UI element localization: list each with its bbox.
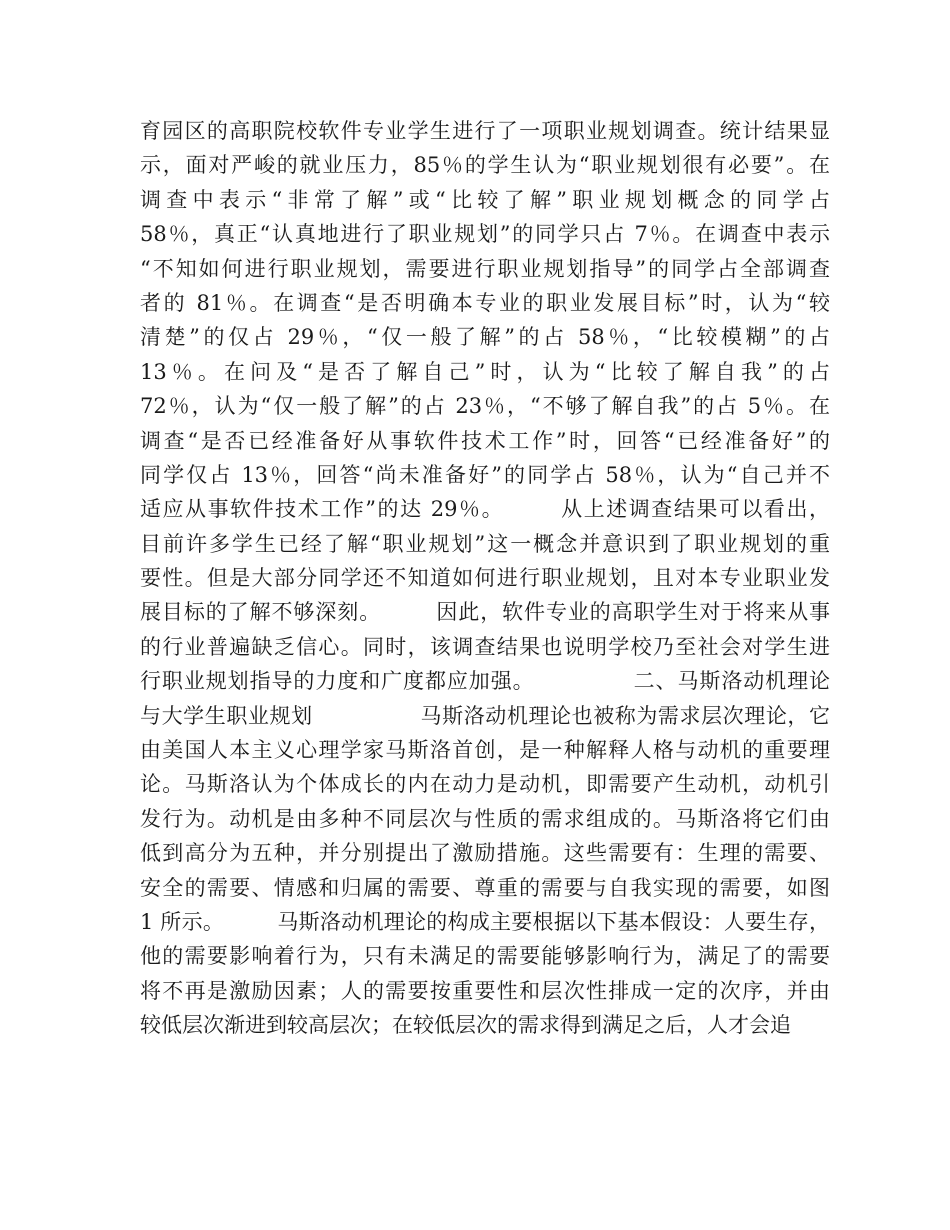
- text-line: 13％。在问及“是否了解自己”时，认为“比较了解自我”的占: [140, 359, 830, 384]
- text-line: 发行为。动机是由多种不同层次与性质的需求组成的。马斯洛将它们由: [140, 806, 830, 831]
- text-line: 由美国人本主义心理学家马斯洛首创，是一种解释人格与动机的重要理: [140, 738, 830, 763]
- text-line: 同学仅占 13％，回答“尚未准备好”的同学占 58％，认为“自己并不: [140, 462, 830, 487]
- text-line: 调查“是否已经准备好从事软件技术工作”时，回答“已经准备好”的: [140, 428, 830, 453]
- text-line: 适应从事软件技术工作”的达 29％。 从上述调查结果可以看出，: [140, 497, 830, 522]
- text-line: 72％，认为“仅一般了解”的占 23％，“不够了解自我”的占 5％。在: [140, 394, 830, 419]
- body-text: [140, 114, 830, 1043]
- text-line: 行职业规划指导的力度和广度都应加强。 二、马斯洛动机理论: [140, 669, 830, 694]
- text-line: 将不再是激励因素；人的需要按重要性和层次性排成一定的次序，并由: [140, 978, 830, 1003]
- text-line: 的行业普遍缺乏信心。同时，该调查结果也说明学校乃至社会对学生进: [140, 634, 830, 659]
- text-line: 者的 81％。在调查“是否明确本专业的职业发展目标”时，认为“较: [140, 290, 830, 315]
- text-line: 与大学生职业规划 马斯洛动机理论也被称为需求层次理论，它: [140, 703, 830, 728]
- text-line: 要性。但是大部分同学还不知道如何进行职业规划，且对本专业职业发: [140, 566, 830, 591]
- text-line: 育园区的高职院校软件专业学生进行了一项职业规划调查。统计结果显: [140, 119, 830, 143]
- text-line: 安全的需要、情感和归属的需要、尊重的需要与自我实现的需要，如图: [140, 875, 830, 900]
- text-line: “不知如何进行职业规划，需要进行职业规划指导”的同学占全部调查: [140, 256, 830, 281]
- text-line: 论。马斯洛认为个体成长的内在动力是动机，即需要产生动机，动机引: [140, 772, 830, 797]
- text-line: 目前许多学生已经了解“职业规划”这一概念并意识到了职业规划的重: [140, 531, 830, 556]
- text-line: 清楚”的仅占 29％，“仅一般了解”的占 58％，“比较模糊”的占: [140, 325, 830, 350]
- text-line: 调查中表示“非常了解”或“比较了解”职业规划概念的同学占: [140, 187, 830, 212]
- text-line: 展目标的了解不够深刻。 因此，软件专业的高职学生对于将来从事: [140, 600, 830, 625]
- text-line: 他的需要影响着行为，只有未满足的需要能够影响行为，满足了的需要: [140, 944, 830, 969]
- text-line: 58％，真正“认真地进行了职业规划”的同学只占 7％。在调查中表示: [140, 222, 830, 247]
- text-line: 示，面对严峻的就业压力，85％的学生认为“职业规划很有必要”。在: [140, 153, 830, 178]
- text-line: 低到高分为五种，并分别提出了激励措施。这些需要有：生理的需要、: [140, 841, 830, 866]
- text-line: 1 所示。 马斯洛动机理论的构成主要根据以下基本假设：人要生存，: [140, 909, 830, 934]
- text-line: 较低层次渐进到较高层次；在较低层次的需求得到满足之后，人才会追: [140, 1013, 791, 1038]
